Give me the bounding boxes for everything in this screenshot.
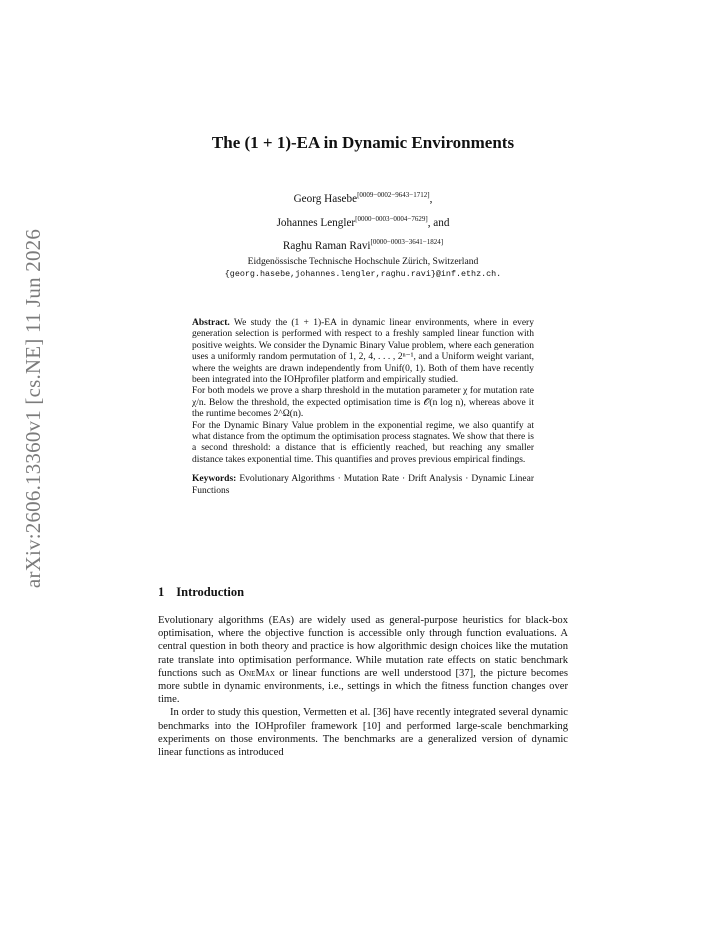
arxiv-stamp-text: arXiv:2606.13360v1 [cs.NE] 11 Jun 2026 [21, 228, 46, 588]
intro-p1: Evolutionary algorithms (EAs) are widely used as general-purpose heuristics for black-box optimisation, where the objective function is accessible only through function evaluations. A central question in both theory and practice is how algorithmic design choices like the mutation rate translate into optimisation performance. While mutation rate effects on static benchmark functions such as OneMax or linear functions are well understood [37], the picture becomes more subtle in dynamic environments, i.e., settings in which the fitness function changes over time. [158, 615, 568, 706]
abstract-p3: For the Dynamic Binary Value problem in the exponential regime, we also quantify at what distance from the optimum the optimisation process stagnates. We show that there is a second threshold: a distance that is efficiently reached, but reaching any smaller distance takes exponential time. This quantifies and proves previous empirical findings. [192, 420, 534, 465]
keywords: Keywords: Evolutionary Algorithms · Mutation Rate · Drift Analysis · Dynamic Linear Functions [192, 474, 534, 496]
author-line: Georg Hasebe[0009−0002−9643−1712], [293, 191, 433, 205]
abstract [192, 318, 534, 497]
author-emails: {georg.hasebe,johannes.lengler,raghu.ravi}@inf.ethz.ch. [224, 269, 502, 279]
abstract-label: Abstract. [192, 318, 230, 328]
author-orcid: [0009−0002−9643−1712] [357, 191, 430, 199]
author-name: Raghu Raman Ravi [282, 240, 371, 252]
abstract-p1: Abstract. We study the (1 + 1)-EA in dynamic linear environments, where in every generation selection is performed with respect to a freshly sampled linear function with positive weights. We consider the Dynamic Binary Value problem, where each generation uses a uniformly random permutation of 1, 2, 4, . . . , 2ⁿ⁻¹, and a Uniform weight variant, where the weights are drawn independently from Unif(0, 1). Both of them have recently been integrated into the IOHprofiler platform and empirically studied. [192, 318, 534, 386]
author-orcid: [0000−0003−0004−7629] [355, 214, 428, 223]
affiliation: Eidgenössische Technische Hochschule Zürich, Switzerland [247, 256, 479, 267]
abstract-p2: For both models we prove a sharp threshold in the mutation parameter χ for mutation rate χ/n. Below the threshold, the expected optimisation time is 𝒪(n log n), whereas above it the runtime becomes 2^Ω(n). [192, 386, 534, 420]
author-orcid: [0000−0003−3641−1824] [370, 238, 444, 246]
introduction-text [158, 614, 568, 759]
author-line: Johannes Lengler[0000−0003−0004−7629], and [276, 214, 450, 229]
section-number: 1 [158, 585, 165, 599]
affiliation-block [158, 255, 568, 281]
onemax-term: OneMax [238, 667, 275, 679]
intro-p2: In order to study this question, Vermetten et al. [36] have recently integrated several dynamic benchmarks into the IOHprofiler framework [10] and performed large-scale benchmarking experiments on those environments. The benchmarks are a generalized version of dynamic linear functions as introduced [158, 707, 568, 759]
section-title: Introduction [176, 585, 245, 599]
keywords-label: Keywords: [192, 474, 237, 485]
arxiv-stamp [14, 168, 54, 648]
author-list [158, 186, 568, 257]
section-heading [158, 585, 244, 600]
author-line [158, 233, 568, 257]
author-name: Georg Hasebe [293, 193, 358, 205]
author-name: Johannes Lengler [276, 216, 356, 229]
paper-title: The (1 + 1)-EA in Dynamic Environments [211, 133, 515, 152]
